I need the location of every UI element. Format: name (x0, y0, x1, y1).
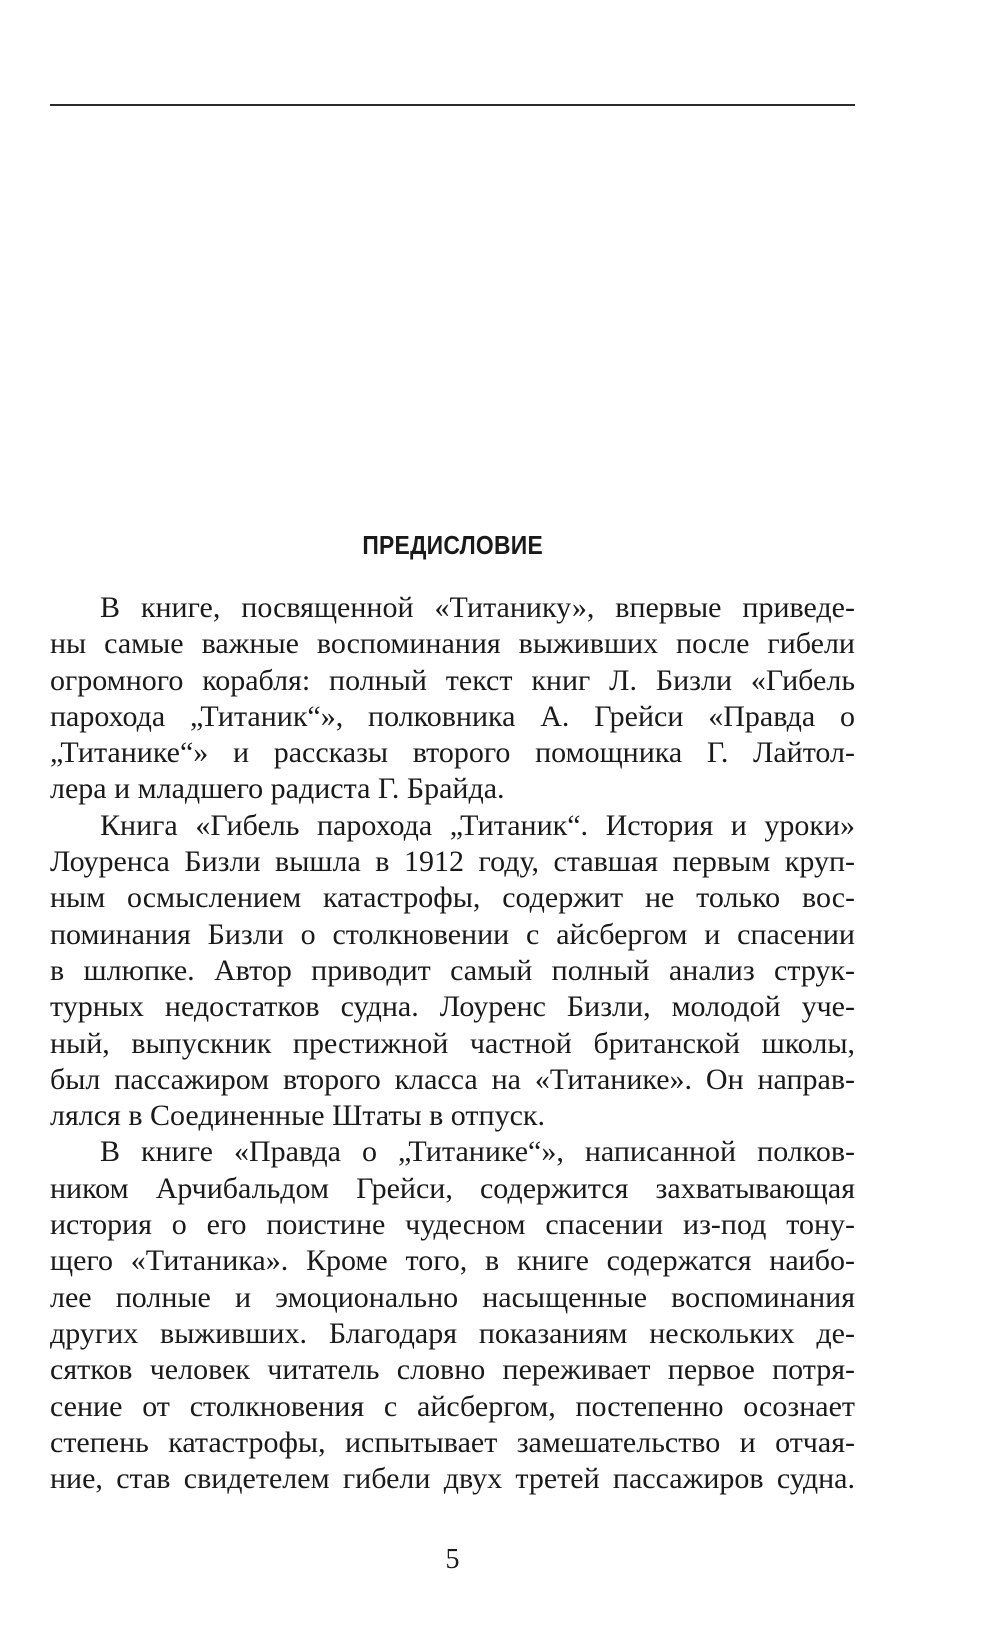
paragraph-3 (50, 1134, 855, 1497)
text-line: в шлюпке. Автор приводит самый полный анализ струк- (50, 953, 855, 987)
text-line: сение от столкновения с айсбергом, постепенно осознает (50, 1389, 855, 1423)
chapter-title: ПРЕДИСЛОВИЕ (362, 530, 543, 560)
page-number: 5 (445, 1544, 460, 1575)
text-line: ным осмыслением катастрофы, содержит не только вос- (50, 881, 855, 915)
text-line: степень катастрофы, испытывает замешательство и отчая- (50, 1425, 855, 1459)
text-line: В книге, посвященной «Титанику», впервые приведе- (100, 591, 855, 624)
text-line: лера и младшего радиста Г. Брайда. (50, 772, 505, 806)
text-line: парохода „Титаник“», полковника А. Грейси «Правда о (50, 699, 855, 733)
text-line: ны самые важные воспоминания выживших после гибели (50, 627, 855, 661)
text-line: ный, выпускник престижной частной британской школы, (50, 1026, 855, 1060)
text-line: ником Арчибальдом Грейси, содержится захватывающая (50, 1171, 855, 1205)
text-line: щего «Титаника». Кроме того, в книге содержатся наибо- (50, 1244, 855, 1278)
text-line: Книга «Гибель парохода „Титаник“. История и уроки» (100, 808, 855, 842)
paragraph-1 (50, 590, 855, 808)
text-line: „Титанике“» и рассказы второго помощника Г. Лайтол- (50, 736, 855, 770)
paragraph-2 (50, 808, 855, 1135)
text-line: турных недостатков судна. Лоуренс Бизли, молодой уче- (50, 990, 855, 1024)
text-line: Лоуренса Бизли вышла в 1912 году, ставшая первым круп- (50, 845, 855, 879)
text-line: поминания Бизли о столкновении с айсбергом и спасении (50, 917, 855, 951)
chapter-heading (50, 530, 855, 560)
text-line: лее полные и эмоционально насыщенные воспоминания (50, 1280, 855, 1314)
text-line: В книге «Правда о „Титанике“», написанной полков- (100, 1135, 855, 1169)
text-line: был пассажиром второго класса на «Титанике». Он направ- (50, 1062, 855, 1096)
text-line: других выживших. Благодаря показаниям нескольких де- (50, 1316, 855, 1350)
body-text (50, 590, 855, 1497)
text-line: сятков человек читатель словно переживает первое потря- (50, 1353, 855, 1387)
text-line: ние, став свидетелем гибели двух третей пассажиров судна. (50, 1462, 855, 1496)
header-rule (50, 104, 855, 106)
text-line: огромного корабля: полный текст книг Л. Бизли «Гибель (50, 663, 855, 697)
text-line: история о его поистине чудесном спасении из-под тону- (50, 1208, 855, 1242)
text-line: лялся в Соединенные Штаты в отпуск. (50, 1099, 545, 1133)
